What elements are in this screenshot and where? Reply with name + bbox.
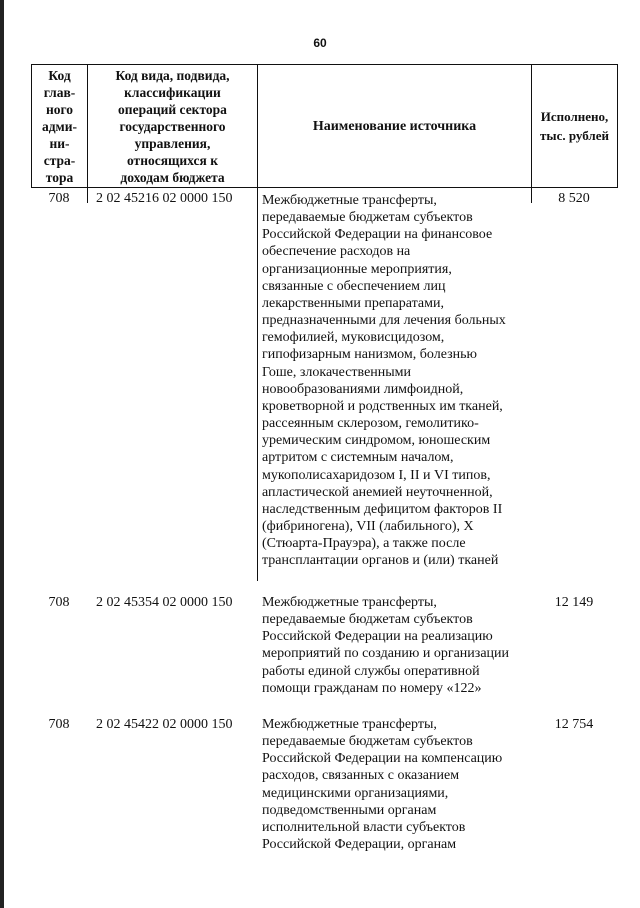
table-row-admin: 708: [48, 717, 70, 732]
scan-edge: [0, 0, 4, 908]
table-row-amount: 8 520: [558, 191, 590, 206]
table-row-admin: 708: [48, 595, 70, 610]
column-divider: [257, 187, 258, 581]
table-row-amount: 12 149: [554, 595, 594, 610]
page-number: 60: [313, 36, 327, 50]
table-row-name: Межбюджетные трансферты, передаваемые бюджетам субъектов Российской Федерации на финансовое обеспечение расходов на организационные мероприятия, связанные с обеспечением лиц лекарственными препаратами, предназначенными для лечения больных гемофилией, муковисцидозом, гипофизарным нанизмом, болезнью Гоше, злокачественными новообразованиями лимфоидной, кроветворной и родственных им тканей, рассеянным склерозом, гемолитико- уремическим синдромом, юношеским артритом с системным началом, мукополисахаридозом I, II и VI типов, апластической анемией неуточненной, наследственным дефицитом факторов II (фибриногена), VII (лабильного), X (Стюарта-Прауэра), а также после трансплантации органов и (или) тканей: [262, 193, 506, 569]
table-row-code: 2 02 45354 02 0000 150: [96, 595, 233, 610]
table-row-code: 2 02 45422 02 0000 150: [96, 717, 233, 732]
column-divider: [531, 187, 532, 203]
table-row-amount: 12 754: [554, 717, 594, 732]
table-row-admin: 708: [48, 191, 70, 206]
header-executed-amount: Исполнено, тыс. рублей: [531, 64, 618, 188]
header-source-name: Наименование источника: [257, 64, 532, 188]
header-admin-code: Код глав- ного адми- ни- стра- тора: [31, 64, 88, 188]
header-classification-code: Код вида, подвида, классификации операций сектора государственного управления, относящихся к доходам бюджета: [87, 64, 258, 188]
column-divider: [87, 187, 88, 203]
table-row-code: 2 02 45216 02 0000 150: [96, 191, 233, 206]
table-row-name: Межбюджетные трансферты, передаваемые бюджетам субъектов Российской Федерации на компенсацию расходов, связанных с оказанием медицинскими организациями, подведомственными органам исполнительной власти субъектов Российской Федерации, органам: [262, 717, 503, 853]
table-row-name: Межбюджетные трансферты, передаваемые бюджетам субъектов Российской Федерации на реализацию мероприятий по созданию и организации работы единой службы оперативной помощи гражданам по номеру «122»: [262, 595, 510, 696]
